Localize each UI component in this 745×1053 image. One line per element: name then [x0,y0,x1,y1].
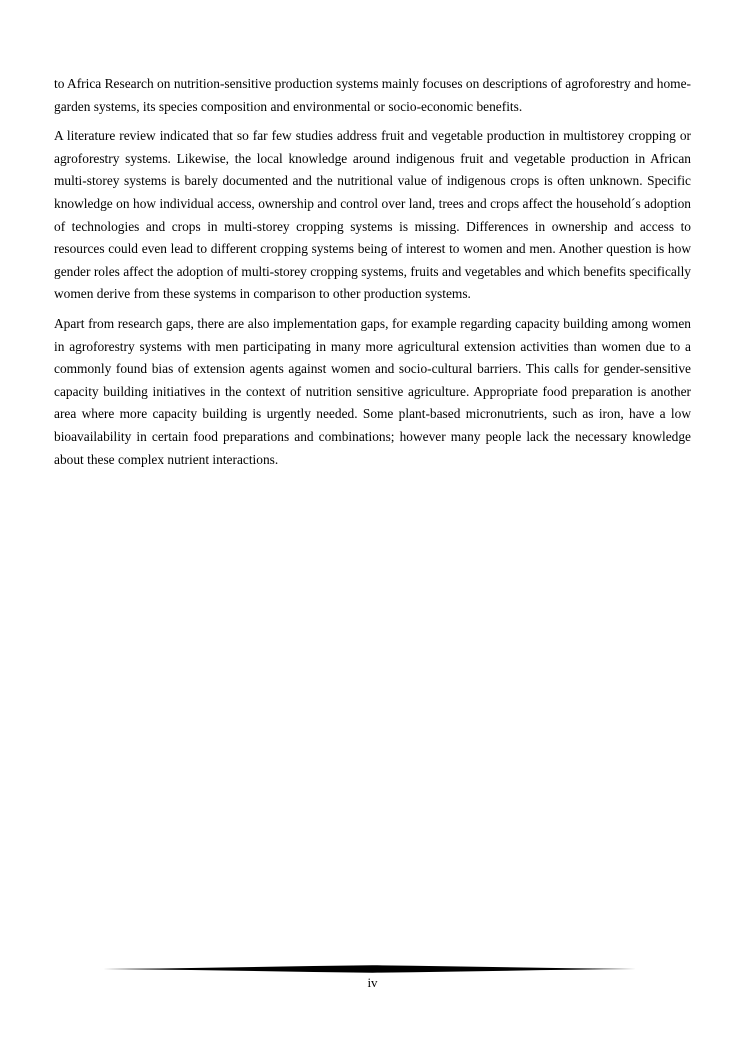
paragraph-literature-review: A literature review indicated that so far few studies address fruit and vegetable production in multistorey cropping or agroforestry systems. Likewise, the local knowledge around indigenous fruit and vegetable production in African multi-storey systems is barely documented and the nutritional value of indigenous crops is often unknown. Specific knowledge on how individual access, ownership and control over land, trees and crops affect the household´s adoption of technologies and crops in multi-storey cropping systems is missing. Differences in ownership and access to resources could even lead to different cropping systems being of interest to women and men. Another question is how gender roles affect the adoption of multi-storey cropping systems, fruits and vegetables and which benefits specifically women derive from these systems in comparison to other production systems. [54,128,691,302]
page-number: iv [367,975,378,990]
body-text [54,73,691,478]
footer-rule-shape [103,965,642,972]
paragraph-research-focus: to Africa Research on nutrition-sensitive production systems mainly focuses on descriptions of agroforestry and home-garden systems, its species composition and environmental or socio-economic benefits. [54,76,691,114]
paragraph-implementation-gaps: Apart from research gaps, there are also implementation gaps, for example regarding capacity building among women in agroforestry systems with men participating in many more agricultural extension activities than women due to a commonly found bias of extension agents against women and socio-cultural barriers. This calls for gender-sensitive capacity building initiatives in the context of nutrition sensitive agriculture. Appropriate food preparation is another area where more capacity building is urgently needed. Some plant-based micronutrients, such as iron, have a low bioavailability in certain food preparations and combinations; however many people lack the necessary knowledge about these complex nutrient interactions. [54,315,691,467]
